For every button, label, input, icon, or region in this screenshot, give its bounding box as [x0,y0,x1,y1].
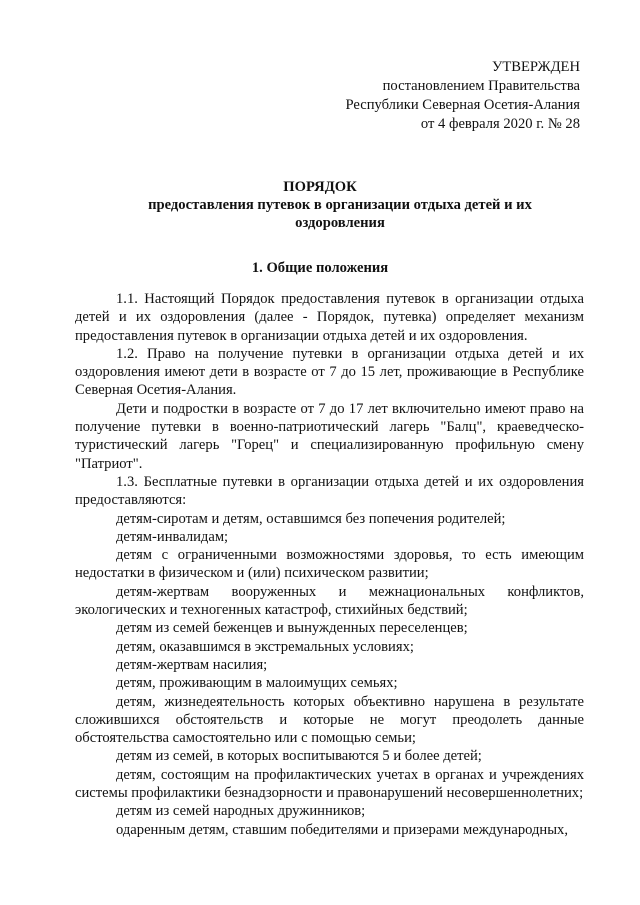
approval-line-republic: Республики Северная Осетия-Алания [345,97,580,113]
list-item: детям из семей народных дружинников; [116,803,366,820]
list-item: детям, жизнедеятельность которых объективно нарушена в результате сложившихся обстоятельств и которые не могут преодолеть данные обстоятельства самостоятельно или с помощью семьи; [75,693,584,747]
list-item: детям-жертвам вооруженных и межнациональных конфликтов, экологических и техногенных катастроф, стихийных бедствий; [75,583,584,619]
document-subtitle: предоставления путевок в организации отдыха детей и их оздоровления [148,197,532,231]
list-item: детям, состоящим на профилактических учетах в органах и учреждениях системы профилактики безнадзорности и правонарушений несовершеннолетних; [75,766,584,802]
paragraph: Дети и подростки в возрасте от 7 до 17 лет включительно имеют право на получение путевки в военно-патриотический лагерь "Балц", краеведческо-туристический лагерь "Горец" и специализированную профильную смену "Патриот". [75,400,584,472]
paragraph: 1.2. Право на получение путевки в организации отдыха детей и их оздоровления имеют дети в возрасте от 7 до 15 лет, проживающие в Республике Северная Осетия-Алания. [75,345,584,399]
list-item: детям из семей, в которых воспитываются 5 и более детей; [116,748,482,765]
paragraph: 1.3. Бесплатные путевки в организации отдыха детей и их оздоровления предоставляются: [75,473,584,509]
approval-line-resolution: постановлением Правительства [382,78,580,94]
list-item: детям, оказавшимся в экстремальных условиях; [116,638,414,655]
approval-block [345,58,580,134]
list-item: детям-инвалидам; [116,528,229,545]
document-body [75,290,584,839]
approval-heading: УТВЕРЖДЕН [492,59,580,75]
list-item: одаренным детям, ставшим победителями и призерами международных, [116,821,568,838]
section-heading: 1. Общие положения [251,260,389,276]
approval-line-date: от 4 февраля 2020 г. № 28 [420,116,580,132]
list-item: детям-жертвам насилия; [116,656,268,673]
list-item: детям с ограниченными возможностями здоровья, то есть имеющим недостатки в физическом и (или) психическом развитии; [75,547,584,582]
list-item: детям, проживающим в малоимущих семьях; [116,675,398,692]
document-title: ПОРЯДОК [283,179,357,195]
list-item: детям из семей беженцев и вынужденных переселенцев; [116,620,468,637]
list-item: детям-сиротам и детям, оставшимся без попечения родителей; [116,510,506,527]
paragraph: 1.1. Настоящий Порядок предоставления путевок в организации отдыха детей и их оздоровления (далее - Порядок, путевка) определяет механизм предоставления путевок в организации отдыха детей и их оздоровления. [75,291,584,344]
